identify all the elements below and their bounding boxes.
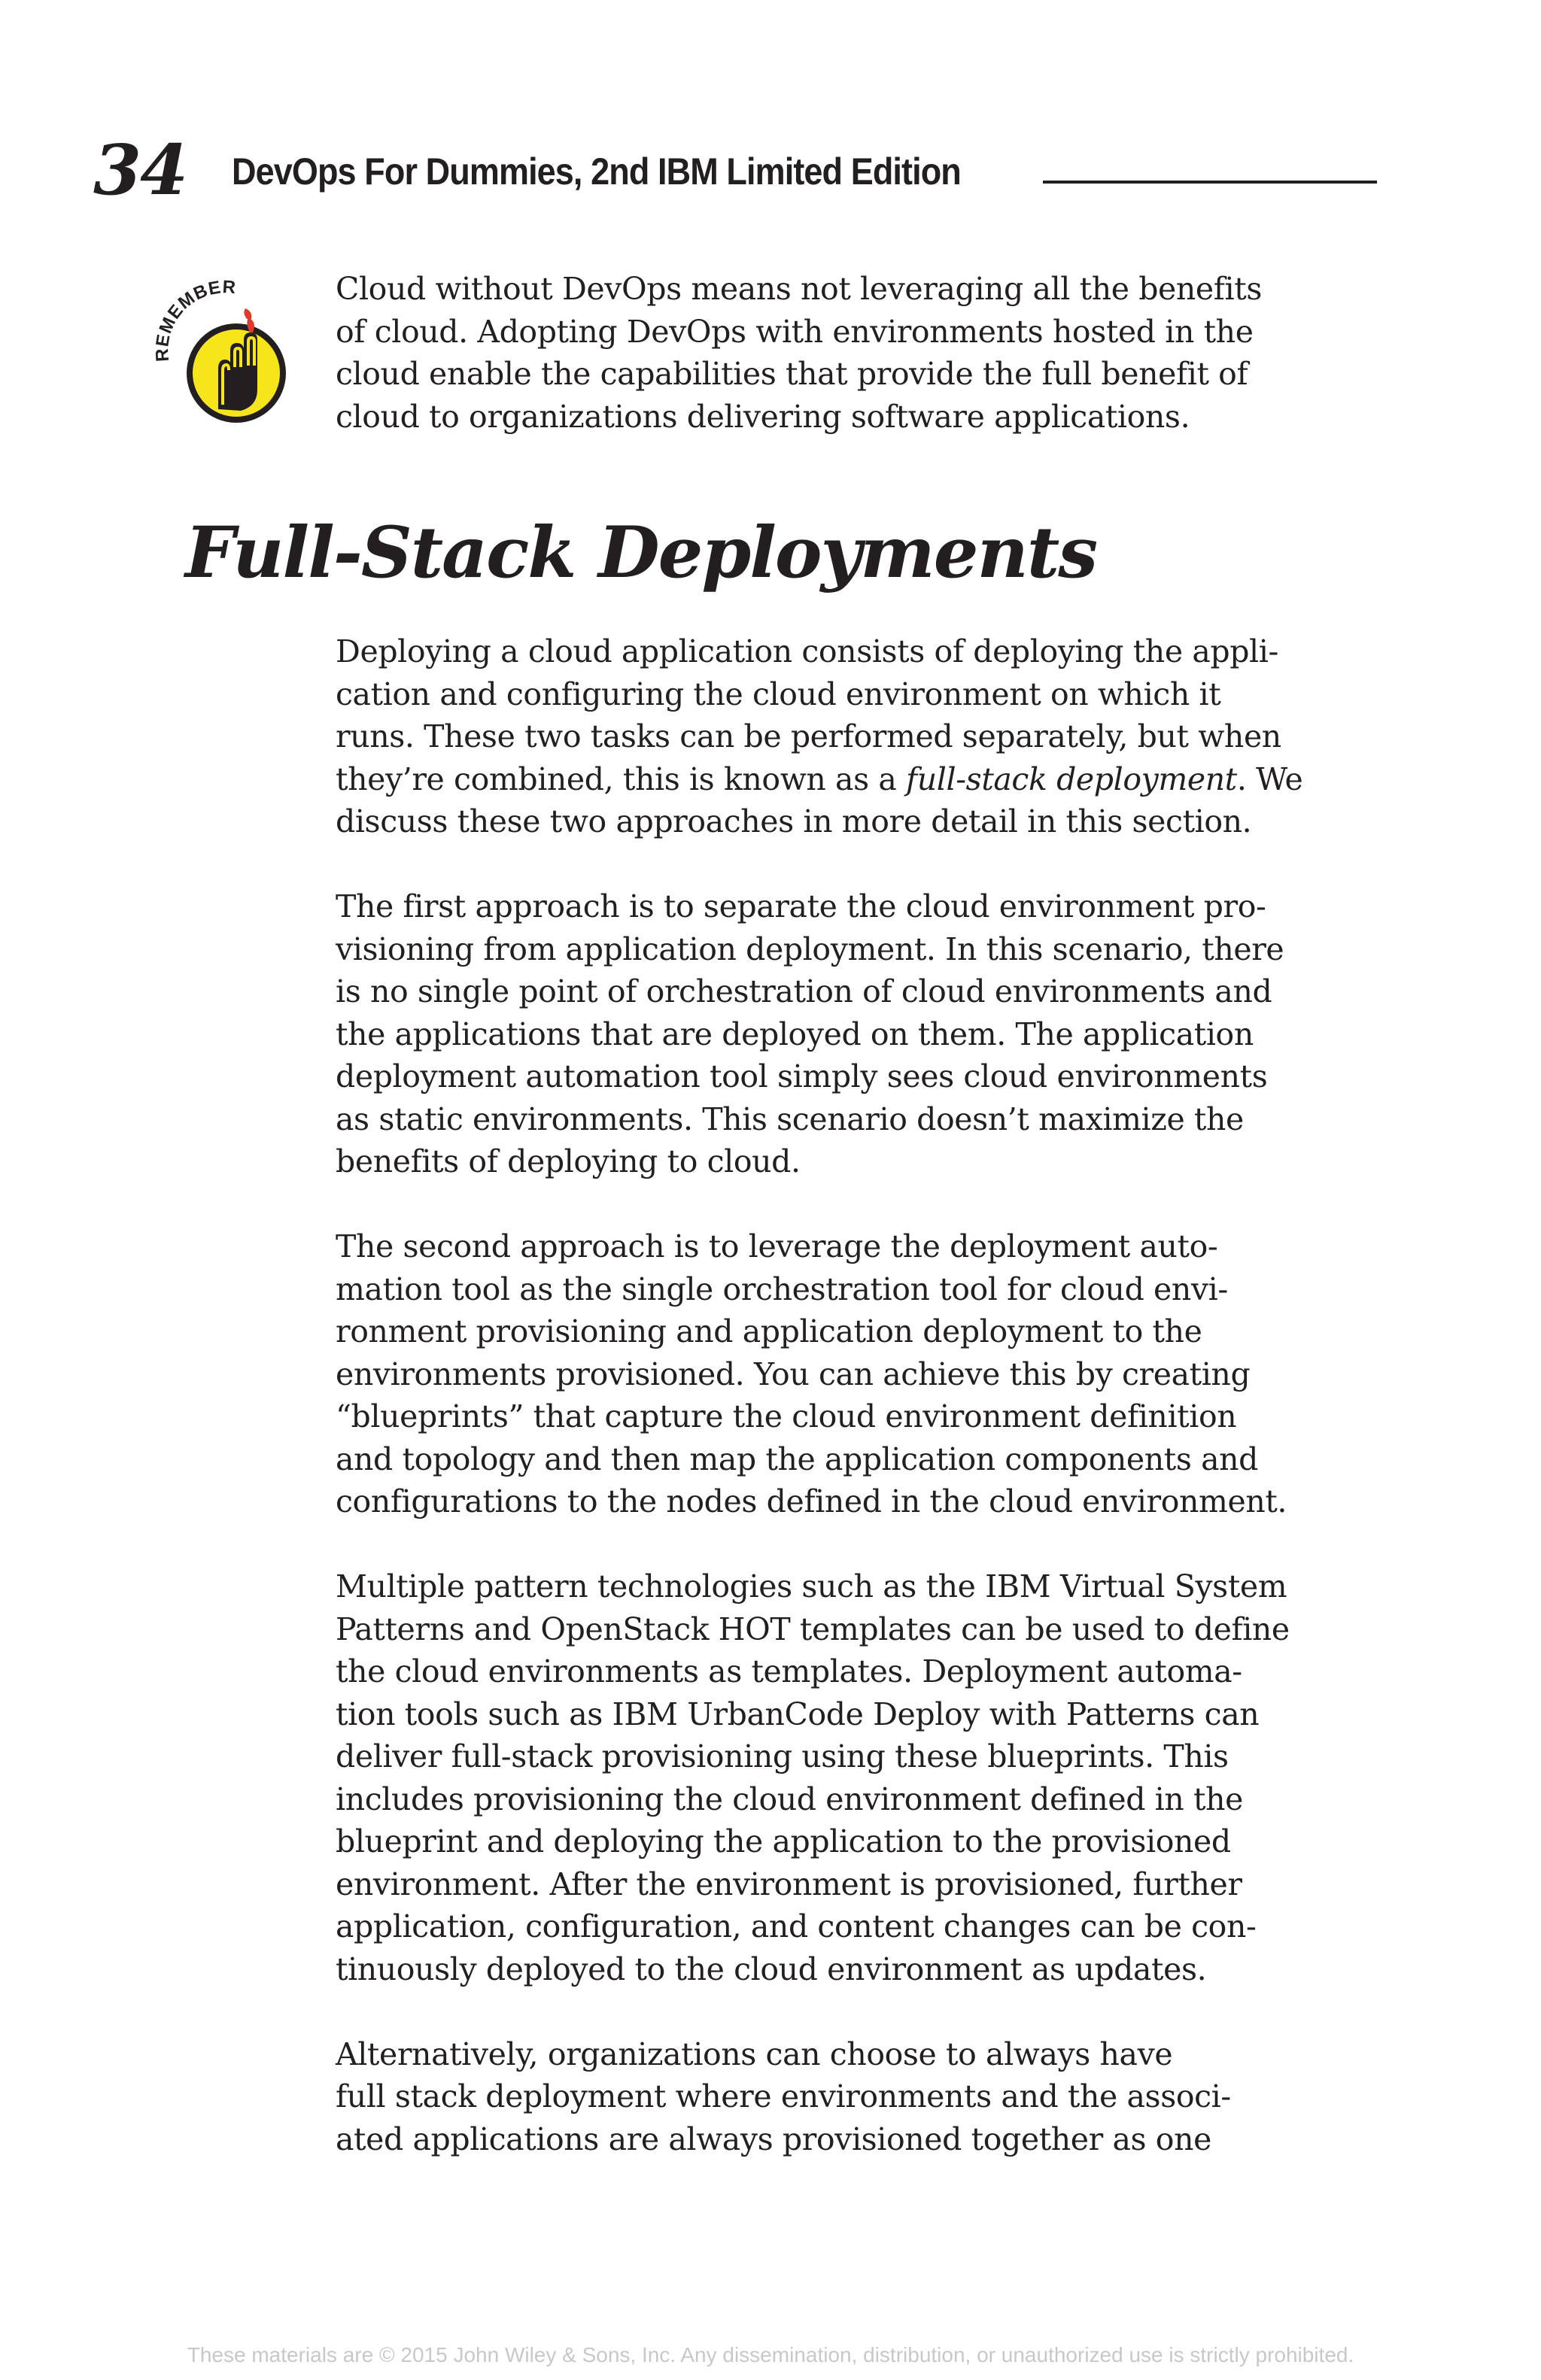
text-line: includes provisioning the cloud environment defined in the	[336, 1780, 1243, 1817]
text-line: ated applications are always provisioned together as one	[336, 2120, 1211, 2157]
text-run: they’re combined, this is known as a	[336, 760, 907, 797]
remember-icon-label: REMEMBER	[151, 277, 237, 363]
text-line: blueprint and deploying the application to the provisioned	[336, 1823, 1231, 1859]
text-line: environment. After the environment is provisioned, further	[336, 1865, 1242, 1902]
text-line: The second approach is to leverage the deployment auto-	[336, 1228, 1218, 1264]
copyright-footer: These materials are © 2015 John Wiley & Sons, Inc. Any dissemination, distribution, or unauthorized use is strictly prohibited.	[187, 2343, 1354, 2366]
page-number: 34	[93, 129, 187, 211]
text-line: “blueprints” that capture the cloud environment definition	[336, 1398, 1237, 1434]
text-line: configurations to the nodes defined in the cloud environment.	[336, 1483, 1287, 1519]
text-line: deliver full-stack provisioning using these blueprints. This	[336, 1738, 1229, 1774]
body-text	[336, 630, 1302, 2160]
text-line: The first approach is to separate the cloud environment pro-	[336, 888, 1266, 924]
text-line: ronment provisioning and application deployment to the	[336, 1313, 1202, 1349]
remember-hand-icon	[147, 277, 298, 427]
text-line: as static environments. This scenario doesn’t maximize the	[336, 1100, 1244, 1137]
paragraph-1	[336, 630, 1302, 843]
section-heading: Full-Stack Deployments	[185, 512, 1097, 594]
paragraph-5	[336, 2033, 1302, 2161]
remember-line: cloud enable the capabilities that provide the full benefit of	[336, 356, 1248, 392]
remember-note	[336, 268, 1262, 438]
header-rule	[1043, 181, 1377, 184]
text-line: environments provisioned. You can achieve this by creating	[336, 1355, 1251, 1392]
text-line	[336, 758, 1302, 801]
running-title: DevOps For Dummies, 2nd IBM Limited Edition	[232, 150, 961, 193]
text-line: tion tools such as IBM UrbanCode Deploy with Patterns can	[336, 1695, 1260, 1732]
remember-line: Cloud without DevOps means not leveraging all the benefits	[336, 271, 1262, 307]
text-line: visioning from application deployment. In this scenario, there	[336, 930, 1284, 967]
text-line: benefits of deploying to cloud.	[336, 1143, 801, 1179]
text-line: runs. These two tasks can be performed separately, but when	[336, 718, 1281, 754]
text-line: full stack deployment where environments and the associ-	[336, 2078, 1231, 2114]
text-line: Multiple pattern technologies such as the IBM Virtual System	[336, 1568, 1287, 1604]
text-line: cation and configuring the cloud environment on which it	[336, 675, 1221, 712]
text-line: discuss these two approaches in more detail in this section.	[336, 803, 1252, 839]
text-line: and topology and then map the application components and	[336, 1440, 1258, 1477]
text-line: Alternatively, organizations can choose to always have	[336, 2035, 1173, 2072]
paragraph-3	[336, 1225, 1302, 1523]
paragraph-2	[336, 885, 1302, 1183]
text-line: mation tool as the single orchestration tool for cloud envi-	[336, 1270, 1228, 1307]
text-line: tinuously deployed to the cloud environment as updates.	[336, 1950, 1207, 1987]
text-run: . We	[1236, 760, 1303, 797]
text-line: deployment automation tool simply sees cloud environments	[336, 1058, 1268, 1094]
emphasis-term: full-stack deployment	[906, 760, 1237, 797]
text-line: Deploying a cloud application consists of deploying the appli-	[336, 633, 1278, 669]
text-line: application, configuration, and content changes can be con-	[336, 1908, 1257, 1944]
text-line: is no single point of orchestration of cloud environments and	[336, 973, 1272, 1009]
remember-line: cloud to organizations delivering software applications.	[336, 398, 1190, 435]
text-line: the applications that are deployed on them. The application	[336, 1015, 1254, 1052]
paragraph-4	[336, 1565, 1302, 1990]
text-line: the cloud environments as templates. Deployment automa-	[336, 1653, 1242, 1689]
remember-line: of cloud. Adopting DevOps with environments hosted in the	[336, 313, 1254, 350]
text-line: Patterns and OpenStack HOT templates can be used to define	[336, 1610, 1290, 1647]
running-header	[93, 129, 1377, 211]
